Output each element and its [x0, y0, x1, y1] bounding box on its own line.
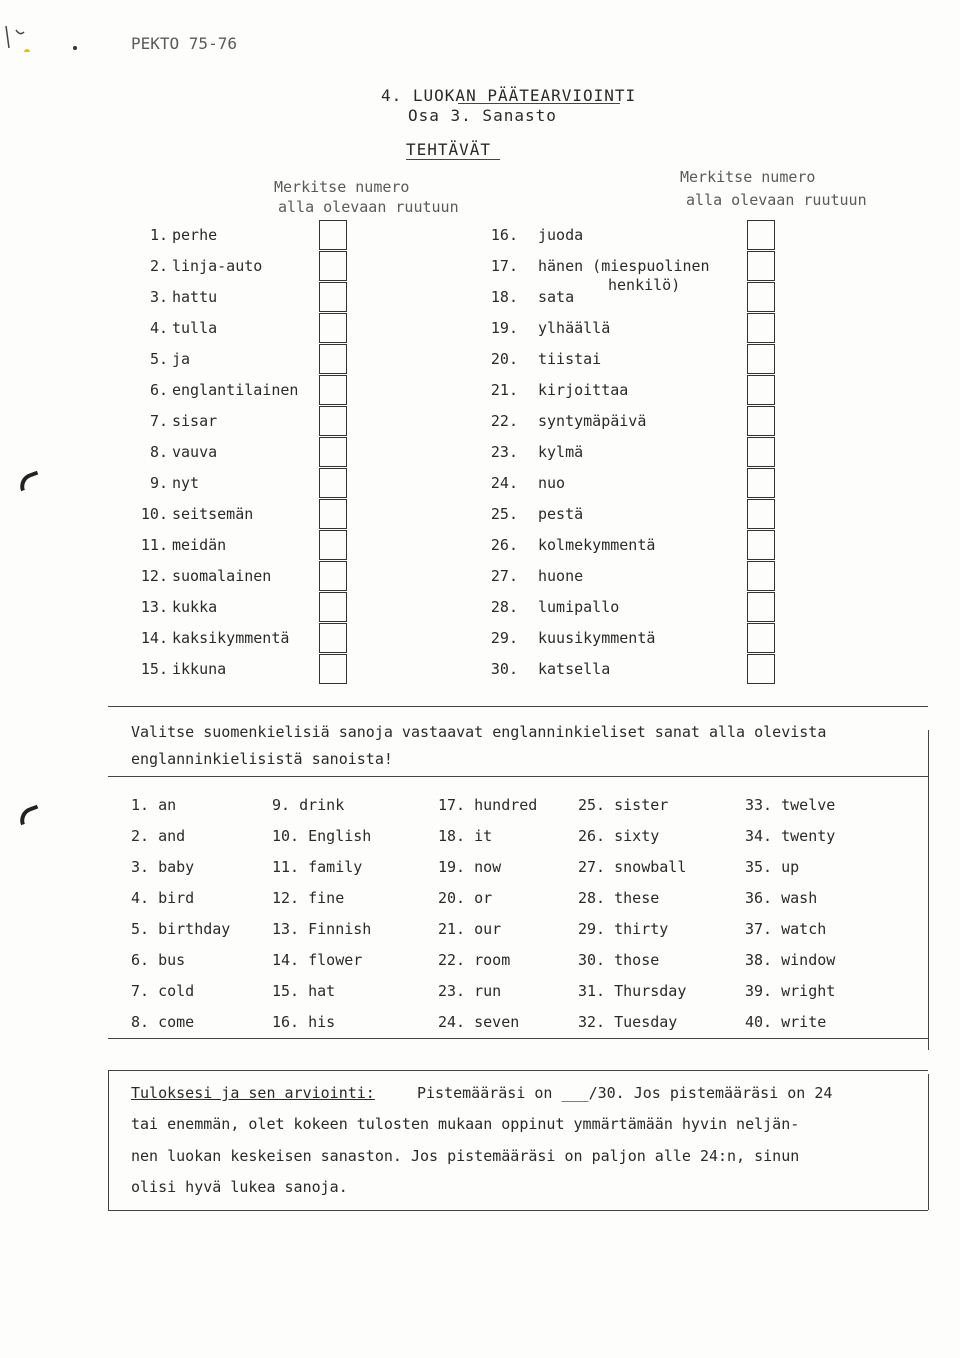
left-answer-box[interactable]	[319, 220, 347, 250]
right-item-word: juoda	[538, 226, 584, 244]
left-answer-box[interactable]	[319, 406, 347, 436]
english-word: 40. write	[745, 1013, 827, 1031]
left-item-word: nyt	[172, 474, 200, 492]
right-answer-box[interactable]	[747, 282, 775, 312]
binder-hole-mark	[16, 805, 41, 826]
right-answer-box[interactable]	[747, 561, 775, 591]
right-item-word: syntymäpäivä	[538, 412, 647, 430]
english-word: 19. now	[438, 858, 502, 876]
instruction-left-line2: alla olevaan ruutuun	[278, 198, 459, 216]
right-item-number: 30.	[490, 660, 518, 678]
left-answer-box[interactable]	[319, 530, 347, 560]
english-word: 22. room	[438, 951, 511, 969]
right-item-number: 25.	[490, 505, 518, 523]
right-answer-box[interactable]	[747, 375, 775, 405]
right-item-word: lumipallo	[538, 598, 620, 616]
english-word: 21. our	[438, 920, 502, 938]
result-text-line4: olisi hyvä lukea sanoja.	[131, 1178, 348, 1196]
left-item-number: 7.	[149, 412, 168, 430]
left-item-word: tulla	[172, 319, 218, 337]
left-answer-box[interactable]	[319, 654, 347, 684]
left-item-number: 15.	[140, 660, 168, 678]
english-word: 25. sister	[578, 796, 669, 814]
left-answer-box[interactable]	[319, 592, 347, 622]
right-item-word: hänen (miespuolinen	[538, 257, 710, 275]
left-item-word: seitsemän	[172, 505, 254, 523]
right-answer-box[interactable]	[747, 437, 775, 467]
left-answer-box[interactable]	[319, 282, 347, 312]
left-item-word: kaksikymmentä	[172, 629, 290, 647]
left-answer-box[interactable]	[319, 468, 347, 498]
english-word: 4. bird	[131, 889, 195, 907]
english-word: 13. Finnish	[272, 920, 372, 938]
right-item-number: 19.	[490, 319, 518, 337]
english-word: 35. up	[745, 858, 800, 876]
left-answer-box[interactable]	[319, 437, 347, 467]
english-word: 14. flower	[272, 951, 363, 969]
english-word: 6. bus	[131, 951, 186, 969]
right-item-word: kirjoittaa	[538, 381, 629, 399]
english-word: 29. thirty	[578, 920, 669, 938]
right-item-word: tiistai	[538, 350, 602, 368]
right-item-number: 17.	[490, 257, 518, 275]
right-item-word: sata	[538, 288, 575, 306]
english-word: 2. and	[131, 827, 186, 845]
left-item-number: 10.	[140, 505, 168, 523]
english-word: 20. or	[438, 889, 493, 907]
tasks-heading-underline	[406, 159, 500, 160]
tasks-heading: TEHTÄVÄT	[406, 140, 492, 159]
left-item-word: hattu	[172, 288, 218, 306]
page-title: 4. LUOKAN PÄÄTEARVIOINTI	[381, 86, 637, 105]
left-item-number: 6.	[149, 381, 168, 399]
english-column-5	[745, 790, 835, 1038]
left-item-word: perhe	[172, 226, 218, 244]
left-item-number: 13.	[140, 598, 168, 616]
left-item-word: vauva	[172, 443, 218, 461]
right-item-number: 20.	[490, 350, 518, 368]
choice-instruction-line2: englanninkielisistä sanoista!	[131, 750, 393, 768]
english-word: 5. birthday	[131, 920, 231, 938]
english-column-3	[438, 790, 537, 1038]
english-word: 17. hundred	[438, 796, 538, 814]
scan-speck	[73, 46, 77, 50]
left-answer-box[interactable]	[319, 375, 347, 405]
right-answer-box[interactable]	[747, 654, 775, 684]
right-item-word: kuusikymmentä	[538, 629, 656, 647]
english-word: 34. twenty	[745, 827, 836, 845]
english-word: 3. baby	[131, 858, 195, 876]
left-item-word: meidän	[172, 536, 227, 554]
english-word: 31. Thursday	[578, 982, 687, 1000]
english-word: 8. come	[131, 1013, 195, 1031]
wordbank-middle-rule	[108, 776, 928, 777]
english-word: 18. it	[438, 827, 493, 845]
right-answer-box[interactable]	[747, 499, 775, 529]
english-word: 15. hat	[272, 982, 336, 1000]
instruction-right-line1: Merkitse numero	[680, 168, 816, 186]
left-item-number: 11.	[140, 536, 168, 554]
right-item-number: 28.	[490, 598, 518, 616]
corner-scribble	[2, 22, 32, 52]
right-item-word: katsella	[538, 660, 611, 678]
instruction-left-line1: Merkitse numero	[274, 178, 410, 196]
item-17-continuation: henkilö)	[608, 276, 681, 294]
english-column-2	[272, 790, 371, 1038]
right-answer-box[interactable]	[747, 623, 775, 653]
english-word: 23. run	[438, 982, 502, 1000]
right-item-number: 24.	[490, 474, 518, 492]
choice-instruction-line1: Valitse suomenkielisiä sanoja vastaavat englanninkieliset sanat alla olevista	[131, 723, 827, 741]
left-item-number: 2.	[149, 257, 168, 275]
right-item-number: 23.	[490, 443, 518, 461]
english-word: 12. fine	[272, 889, 345, 907]
right-answer-box[interactable]	[747, 592, 775, 622]
right-answer-box[interactable]	[747, 530, 775, 560]
english-word: 38. window	[745, 951, 836, 969]
left-item-number: 4.	[149, 319, 168, 337]
left-answer-box[interactable]	[319, 499, 347, 529]
english-word: 28. these	[578, 889, 660, 907]
page-subtitle: Osa 3. Sanasto	[408, 106, 557, 125]
result-top-rule	[108, 1070, 928, 1071]
english-word: 11. family	[272, 858, 363, 876]
corner-scribble-mark	[2, 22, 32, 52]
left-item-number: 8.	[149, 443, 168, 461]
right-answer-box[interactable]	[747, 468, 775, 498]
left-item-word: ikkuna	[172, 660, 227, 678]
left-item-word: linja-auto	[172, 257, 263, 275]
left-item-number: 5.	[149, 350, 168, 368]
left-item-number: 9.	[149, 474, 168, 492]
left-answer-box[interactable]	[319, 344, 347, 374]
left-item-word: englantilainen	[172, 381, 299, 399]
english-word: 16. his	[272, 1013, 336, 1031]
right-answer-box[interactable]	[747, 220, 775, 250]
right-item-word: ylhäällä	[538, 319, 611, 337]
english-column-1	[131, 790, 230, 1038]
english-word: 9. drink	[272, 796, 345, 814]
english-word: 24. seven	[438, 1013, 520, 1031]
right-answer-box[interactable]	[747, 406, 775, 436]
right-answer-box[interactable]	[747, 313, 775, 343]
left-item-number: 1.	[149, 226, 168, 244]
left-answer-box[interactable]	[319, 313, 347, 343]
english-word: 39. wright	[745, 982, 836, 1000]
left-item-word: suomalainen	[172, 567, 272, 585]
left-item-number: 3.	[149, 288, 168, 306]
right-item-number: 27.	[490, 567, 518, 585]
right-answer-box[interactable]	[747, 251, 775, 281]
english-word: 10. English	[272, 827, 372, 845]
title-underline	[458, 103, 620, 104]
left-answer-box[interactable]	[319, 561, 347, 591]
english-word: 1. an	[131, 796, 177, 814]
left-answer-box[interactable]	[319, 251, 347, 281]
result-text-line1: Pistemääräsi on ___/30. Jos pistemääräsi on 24	[417, 1084, 833, 1102]
english-word: 7. cold	[131, 982, 195, 1000]
right-item-word: kolmekymmentä	[538, 536, 656, 554]
right-item-word: nuo	[538, 474, 566, 492]
document-code: PEKTO 75-76	[131, 34, 237, 53]
right-item-word: huone	[538, 567, 584, 585]
right-answer-box[interactable]	[747, 344, 775, 374]
wordbank-bottom-rule	[108, 1038, 928, 1039]
left-item-number: 14.	[140, 629, 168, 647]
english-word: 30. those	[578, 951, 660, 969]
right-item-number: 21.	[490, 381, 518, 399]
left-item-word: kukka	[172, 598, 218, 616]
result-text-line2: tai enemmän, olet kokeen tulosten mukaan oppinut ymmärtämään hyvin neljän-	[131, 1115, 800, 1133]
instruction-right-line2: alla olevaan ruutuun	[686, 191, 867, 209]
right-item-word: kylmä	[538, 443, 584, 461]
english-word: 37. watch	[745, 920, 827, 938]
right-item-number: 18.	[490, 288, 518, 306]
right-item-word: pestä	[538, 505, 584, 523]
left-item-number: 12.	[140, 567, 168, 585]
english-word: 32. Tuesday	[578, 1013, 678, 1031]
left-item-word: ja	[172, 350, 191, 368]
english-word: 36. wash	[745, 889, 818, 907]
right-item-number: 29.	[490, 629, 518, 647]
left-item-word: sisar	[172, 412, 218, 430]
wordbank-top-rule	[108, 706, 928, 707]
result-right-rule	[928, 1074, 929, 1210]
english-word: 33. twelve	[745, 796, 836, 814]
english-column-4	[578, 790, 686, 1038]
binder-hole-mark	[16, 471, 41, 492]
result-text-line3: nen luokan keskeisen sanaston. Jos pistemääräsi on paljon alle 24:n, sinun	[131, 1147, 800, 1165]
english-word: 27. snowball	[578, 858, 687, 876]
right-item-number: 22.	[490, 412, 518, 430]
result-label: Tuloksesi ja sen arviointi:	[131, 1084, 375, 1102]
left-answer-box[interactable]	[319, 623, 347, 653]
wordbank-right-rule	[928, 730, 929, 1050]
english-word: 26. sixty	[578, 827, 660, 845]
result-bottom-rule	[108, 1210, 928, 1211]
right-item-number: 26.	[490, 536, 518, 554]
result-left-rule	[108, 1070, 109, 1210]
right-item-number: 16.	[490, 226, 518, 244]
